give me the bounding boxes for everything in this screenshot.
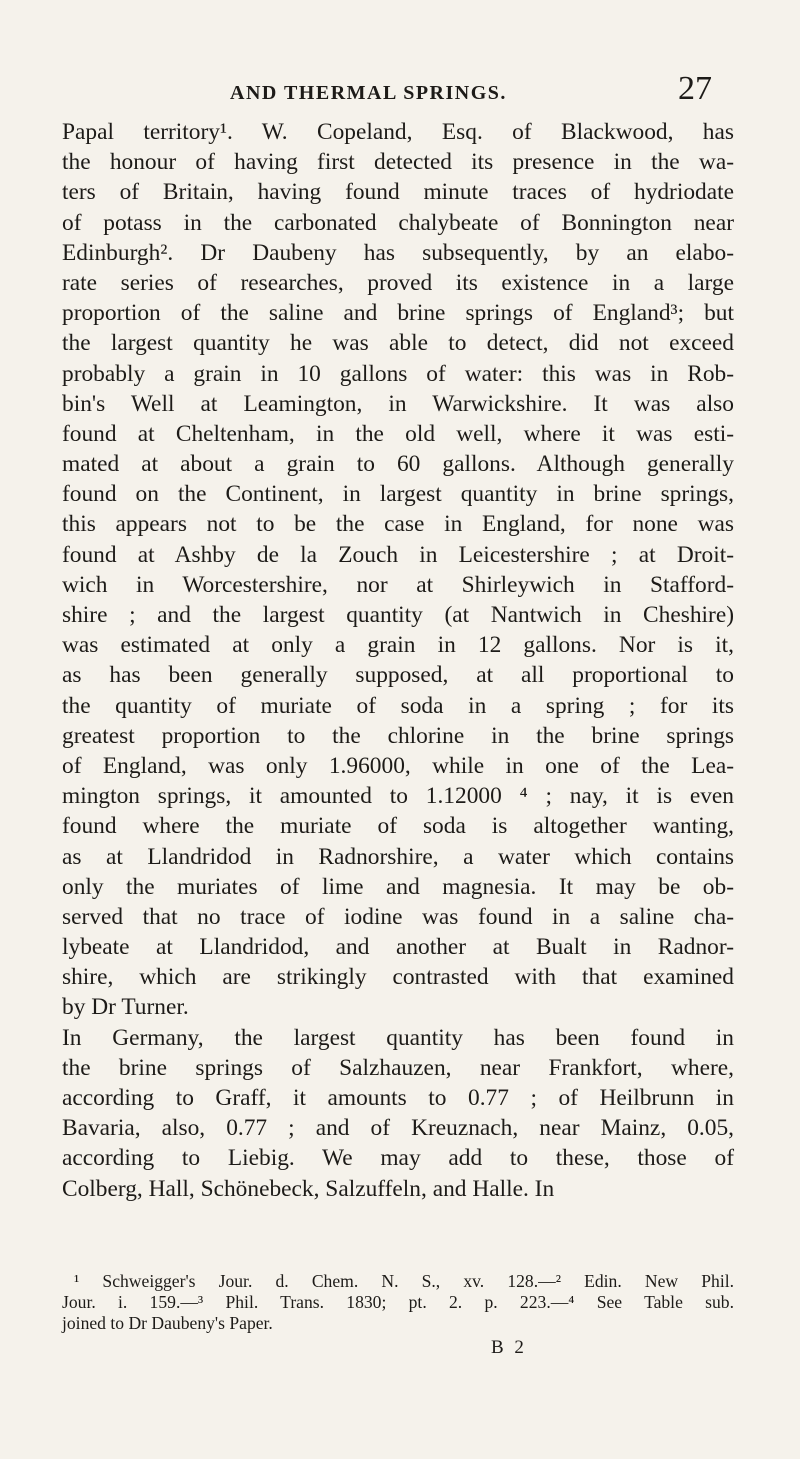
text-line: greatest proportion to the chlorine in the brine springs: [62, 722, 734, 749]
text-line: proportion of the saline and brine springs of England³; but: [62, 300, 734, 327]
footnote-line: ¹ Schweigger's Jour. d. Chem. N. S., xv. 128.—² Edin. New Phil.: [74, 1271, 734, 1291]
text-line: In Germany, the largest quantity has been found in: [62, 1024, 734, 1051]
footnotes: [62, 1271, 734, 1334]
text-line: the quantity of muriate of soda in a spring ; for its: [62, 692, 734, 719]
text-line: found at Cheltenham, in the old well, where it was esti-: [62, 420, 734, 447]
running-title: AND THERMAL SPRINGS.: [230, 82, 507, 104]
text-line: as at Llandridod in Radnorshire, a water which contains: [62, 843, 734, 870]
text-line: was estimated at only a grain in 12 gallons. Nor is it,: [62, 632, 734, 659]
text-line: found at Ashby de la Zouch in Leicestershire ; at Droit-: [62, 541, 734, 568]
text-line: mated at about a grain to 60 gallons. Although generally: [62, 451, 734, 478]
text-line: the largest quantity he was able to detect, did not exceed: [62, 330, 734, 357]
text-line: according to Liebig. We may add to these, those of: [62, 1145, 734, 1172]
text-line: of England, was only 1.96000, while in one of the Lea-: [62, 752, 734, 779]
text-line: according to Graff, it amounts to 0.77 ; of Heilbrunn in: [62, 1085, 734, 1111]
text-line: as has been generally supposed, at all proportional to: [62, 662, 734, 689]
text-line: this appears not to be the case in England, for none was: [62, 511, 734, 538]
text-line: the honour of having first detected its presence in the wa-: [62, 149, 734, 176]
text-line: bin's Well at Leamington, in Warwickshire. It was also: [62, 390, 734, 417]
text-line: shire, which are strikingly contrasted with that examined: [62, 964, 734, 991]
text-line: the brine springs of Salzhauzen, near Frankfort, where,: [62, 1054, 734, 1081]
text-line: mington springs, it amounted to 1.12000 ⁴ ; nay, it is even: [62, 783, 734, 810]
body-text: [62, 117, 734, 1204]
signature-mark: B 2: [491, 1337, 527, 1358]
footnote-line: Jour. i. 159.—³ Phil. Trans. 1830; pt. 2. p. 223.—⁴ See Table sub.: [62, 1292, 734, 1312]
text-line: Edinburgh². Dr Daubeny has subsequently, by an elabo-: [62, 239, 734, 266]
text-line: wich in Worcestershire, nor at Shirleywich in Stafford-: [62, 571, 734, 598]
text-line: rate series of researches, proved its existence in a large: [62, 269, 734, 296]
text-line: Colberg, Hall, Schönebeck, Salzuffeln, and Halle. In: [62, 1175, 555, 1202]
text-line: found where the muriate of soda is altogether wanting,: [62, 813, 734, 840]
text-line: shire ; and the largest quantity (at Nantwich in Cheshire): [62, 602, 734, 628]
text-line: lybeate at Llandridod, and another at Bualt in Radnor-: [62, 934, 734, 961]
text-line: of potass in the carbonated chalybeate of Bonnington near: [62, 209, 734, 236]
text-line: Bavaria, also, 0.77 ; and of Kreuznach, near Mainz, 0.05,: [62, 1115, 734, 1142]
footnote-line: joined to Dr Daubeny's Paper.: [62, 1313, 273, 1333]
text-line: probably a grain in 10 gallons of water: this was in Rob-: [62, 360, 734, 387]
text-line: found on the Continent, in largest quantity in brine springs,: [62, 481, 734, 508]
text-line: Papal territory¹. W. Copeland, Esq. of Blackwood, has: [62, 119, 734, 145]
text-line: by Dr Turner.: [62, 994, 189, 1021]
text-line: served that no trace of iodine was found in a saline cha-: [62, 903, 734, 930]
text-line: only the muriates of lime and magnesia. It may be ob-: [62, 873, 734, 900]
page-number: 27: [678, 70, 712, 107]
text-line: ters of Britain, having found minute traces of hydriodate: [62, 179, 734, 206]
